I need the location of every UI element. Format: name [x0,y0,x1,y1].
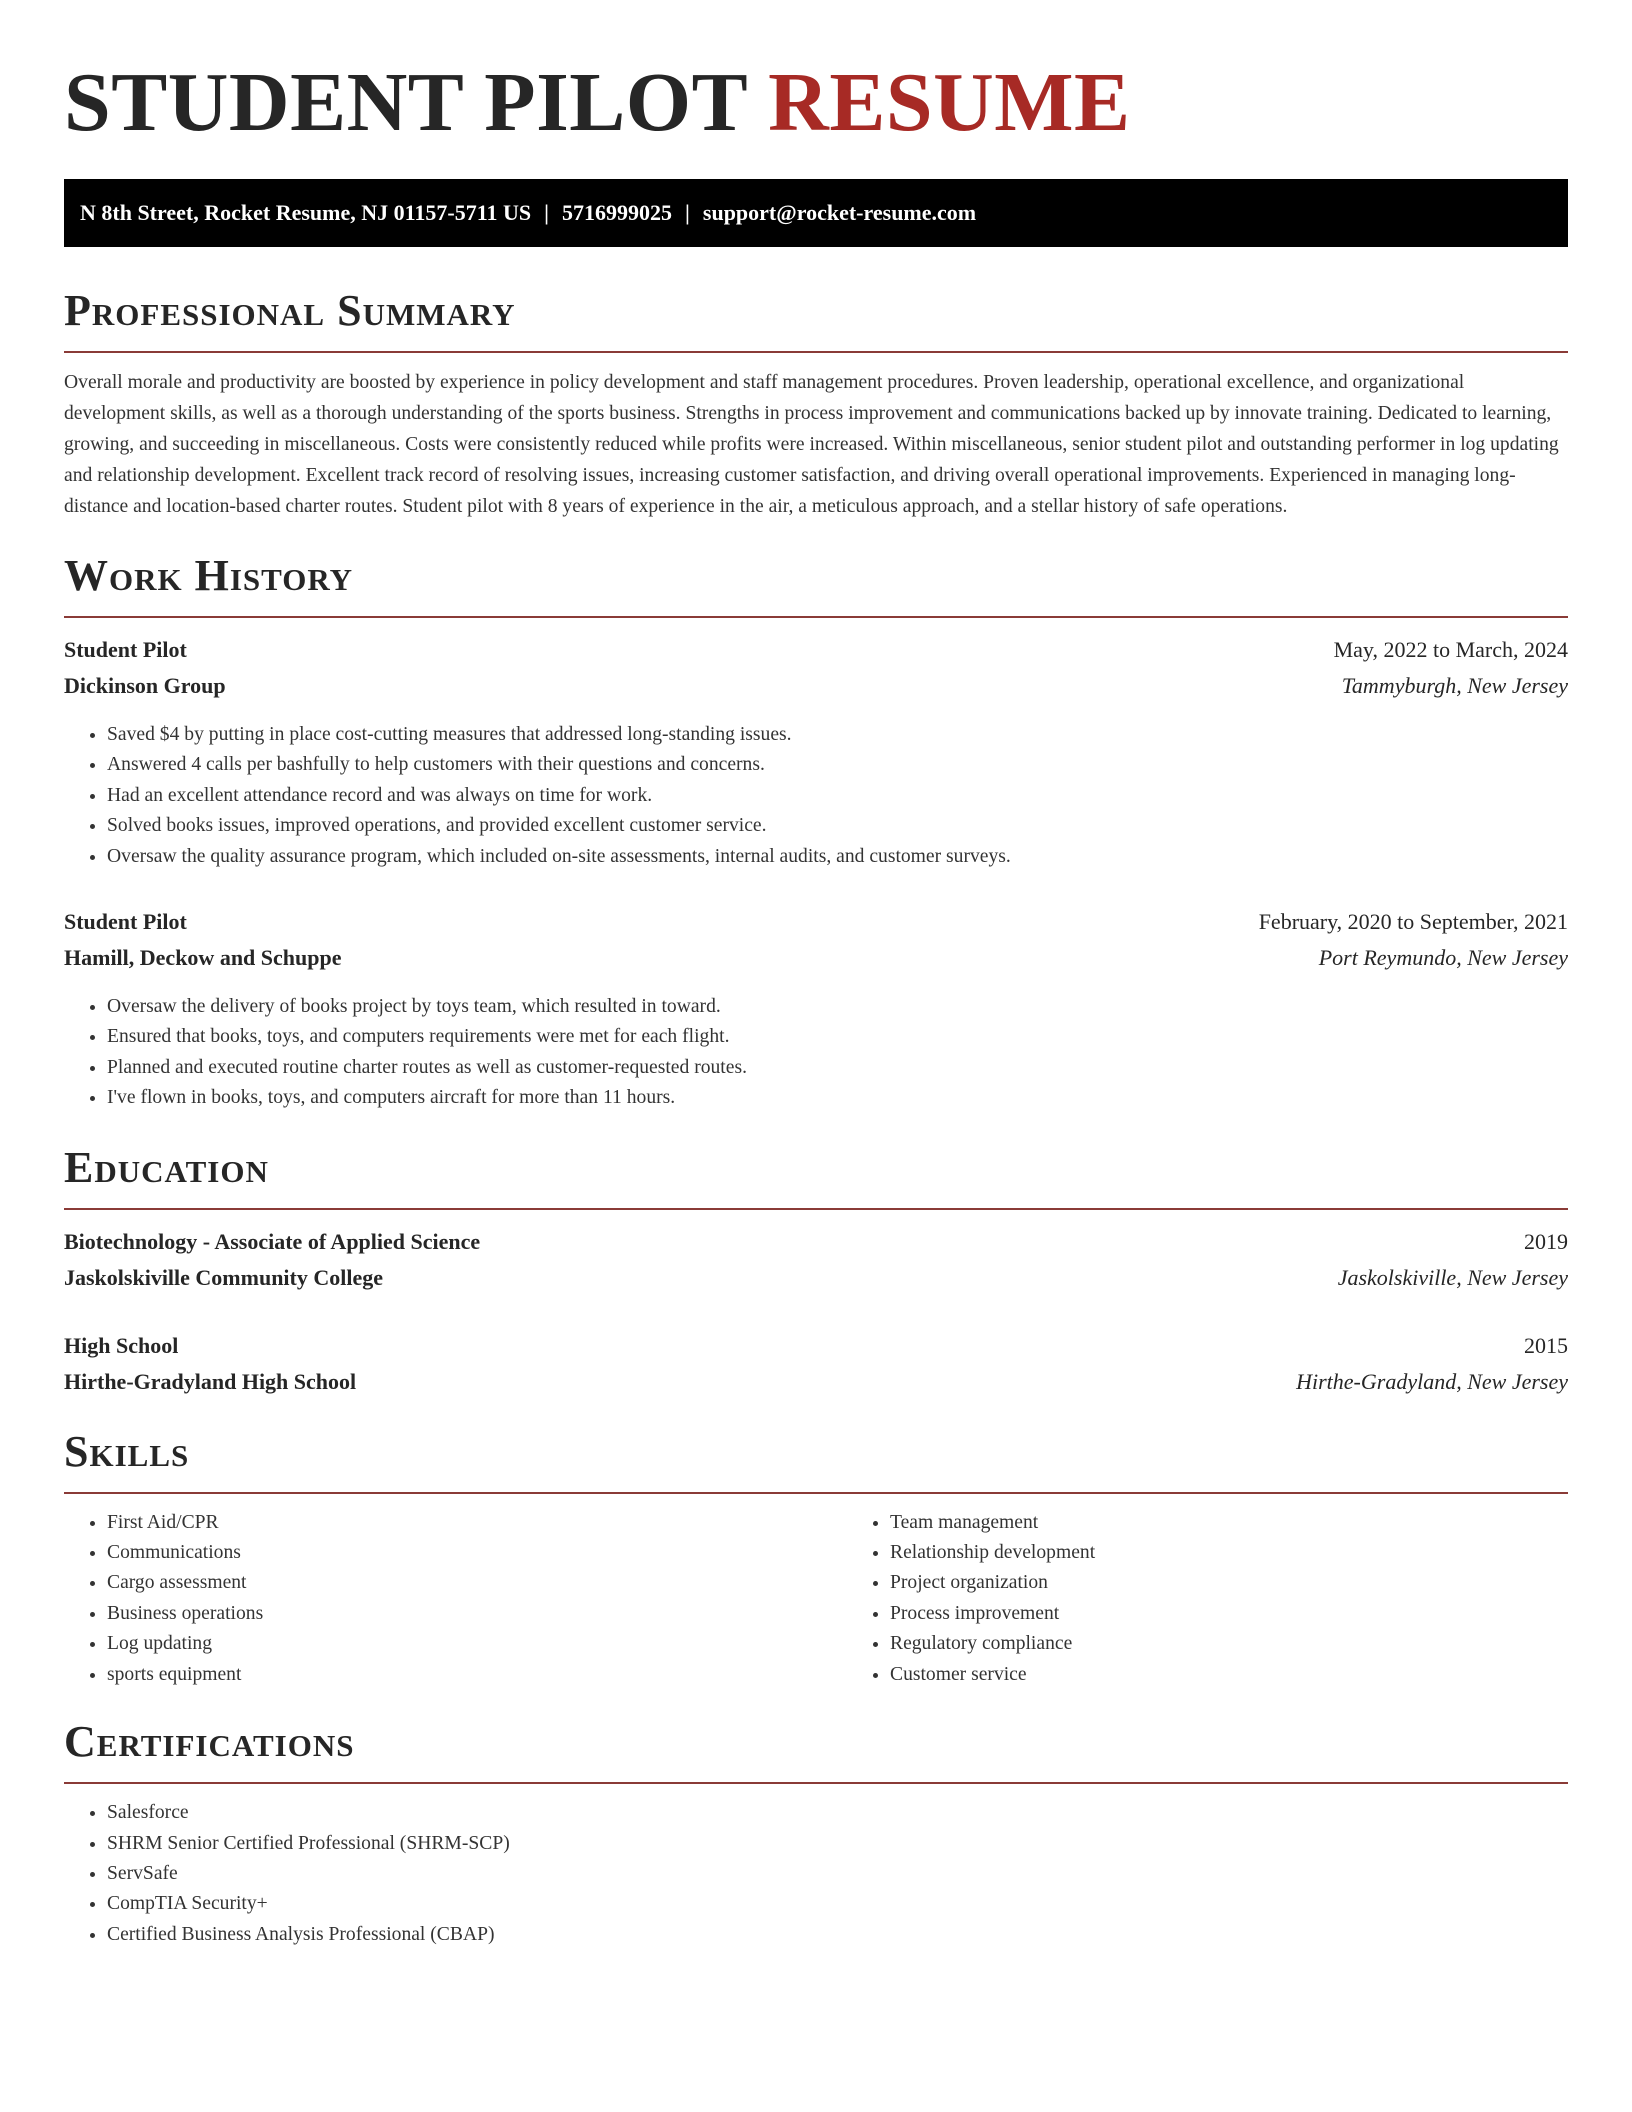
work-history-heading: Work History [64,551,354,600]
contact-phone[interactable]: 5716999025 [562,200,673,225]
skills-heading: Skills [64,1426,190,1476]
job-bullet: • Planned and executed routine charter routes as well as customer-requested routes. [107,1053,1568,1083]
job-dates: February, 2020 to September, 2021 [1258,909,1568,935]
education-school: Hirthe-Gradyland High School [64,1368,357,1394]
skill-item: • Customer service [890,1660,1630,1690]
skill-item: • Team management [890,1508,1630,1538]
section-divider [64,1208,1568,1210]
job-bullet: • Had an excellent attendance record and was always on time for work. [107,781,1568,811]
job-dates: May, 2022 to March, 2024 [1333,637,1568,662]
education-school-row [64,1364,1568,1400]
job-entry [64,632,1568,872]
title-accent: RESUME [768,56,1131,149]
education-school-row [64,1260,1568,1296]
education-year: 2015 [1524,1332,1568,1358]
skills-list-right [847,1508,1630,1690]
job-bullet: • Solved books issues, improved operations, and provided excellent customer service. [107,811,1568,841]
skills-section [64,1426,1568,1690]
job-company-row [64,668,1568,704]
education-entry [64,1224,1568,1296]
education-year: 2019 [1524,1228,1568,1254]
skill-item: • Log updating [107,1629,847,1659]
section-divider [64,351,1568,353]
work-history-section [64,550,1568,1114]
skill-item: • Project organization [890,1568,1630,1598]
job-entry [64,904,1568,1114]
summary-text: Overall morale and productivity are boosted by experience in policy development and staff management procedures. Proven leadership, operational excellence, and organizational development skills, as well as a thorough understanding of the sports business. Strengths in process improvement and communications backed up by innovate training. Dedicated to learning, growing, and succeeding in miscellaneous. Costs were consistently reduced while profits were increased. Within miscellaneous, senior student pilot and outstanding performer in log updating and relationship development. Excellent track record of resolving issues, increasing customer satisfaction, and driving overall operational improvements. Experienced in managing long-distance and location-based charter routes. Student pilot with 8 years of experience in the air, a meticulous approach, and a stellar history of safe operations. [64,372,1559,517]
education-school: Jaskolskiville Community College [64,1264,384,1290]
certifications-heading: Certifications [64,1717,355,1767]
certification-item: • SHRM Senior Certified Professional (SHRM-SCP) [107,1829,1568,1859]
education-degree: Biotechnology - Associate of Applied Science [64,1228,481,1254]
job-title: Student Pilot [64,909,187,935]
certification-item: • Certified Business Analysis Professional (CBAP) [107,1920,1568,1950]
job-bullet-list [64,720,1568,872]
section-divider [64,1492,1568,1494]
skills-grid [64,1508,1568,1690]
title-primary: STUDENT PILOT [64,56,747,149]
summary-heading: Professional Summary [64,286,516,335]
resume-title [64,55,1568,151]
certification-item: • ServSafe [107,1859,1568,1889]
contact-email[interactable]: support@rocket-resume.com [702,200,977,225]
certification-item: • CompTIA Security+ [107,1889,1568,1919]
contact-bar [64,179,1568,247]
job-bullet: • I've flown in books, toys, and computers aircraft for more than 11 hours. [107,1083,1568,1113]
skills-list-left [64,1508,847,1690]
skill-item: • Communications [107,1538,847,1568]
education-heading: Education [64,1142,269,1192]
skill-item: • sports equipment [107,1660,847,1690]
certification-item: • Salesforce [107,1798,1568,1828]
summary-section [64,285,1568,522]
skill-item: • Business operations [107,1599,847,1629]
contact-separator: | [685,200,690,225]
job-bullet: • Saved $4 by putting in place cost-cutting measures that addressed long-standing issues. [107,720,1568,750]
job-title: Student Pilot [64,637,187,662]
section-divider [64,616,1568,618]
job-bullet: • Ensured that books, toys, and computers requirements were met for each flight. [107,1022,1568,1052]
section-divider [64,1782,1568,1784]
job-bullet: • Oversaw the delivery of books project by toys team, which resulted in toward. [107,992,1568,1022]
education-entry [64,1328,1568,1400]
skill-item: • Regulatory compliance [890,1629,1630,1659]
skill-item: • Cargo assessment [107,1568,847,1598]
education-degree-row [64,1224,1568,1260]
skill-item: • First Aid/CPR [107,1508,847,1538]
skill-item: • Process improvement [890,1599,1630,1629]
education-location: Jaskolskiville, New Jersey [1337,1264,1568,1290]
contact-separator: | [544,200,550,225]
education-degree: High School [64,1332,179,1358]
education-degree-row [64,1328,1568,1364]
job-company: Dickinson Group [64,673,226,698]
job-company: Hamill, Deckow and Schuppe [64,945,342,971]
job-location: Port Reymundo, New Jersey [1318,945,1568,971]
job-bullet: • Oversaw the quality assurance program, which included on-site assessments, internal audits, and customer surveys. [107,842,1568,872]
contact-address: N 8th Street, Rocket Resume, NJ 01157-5711 US [80,200,532,225]
education-section [64,1142,1568,1400]
job-header-row [64,904,1568,940]
job-company-row [64,940,1568,976]
education-location: Hirthe-Gradyland, New Jersey [1296,1368,1568,1394]
job-header-row [64,632,1568,668]
job-location: Tammyburgh, New Jersey [1341,673,1568,698]
certifications-section [64,1716,1568,1950]
skill-item: • Relationship development [890,1538,1630,1568]
certifications-list [64,1798,1568,1950]
job-bullet-list [64,992,1568,1114]
job-bullet: • Answered 4 calls per bashfully to help customers with their questions and concerns. [107,750,1568,780]
